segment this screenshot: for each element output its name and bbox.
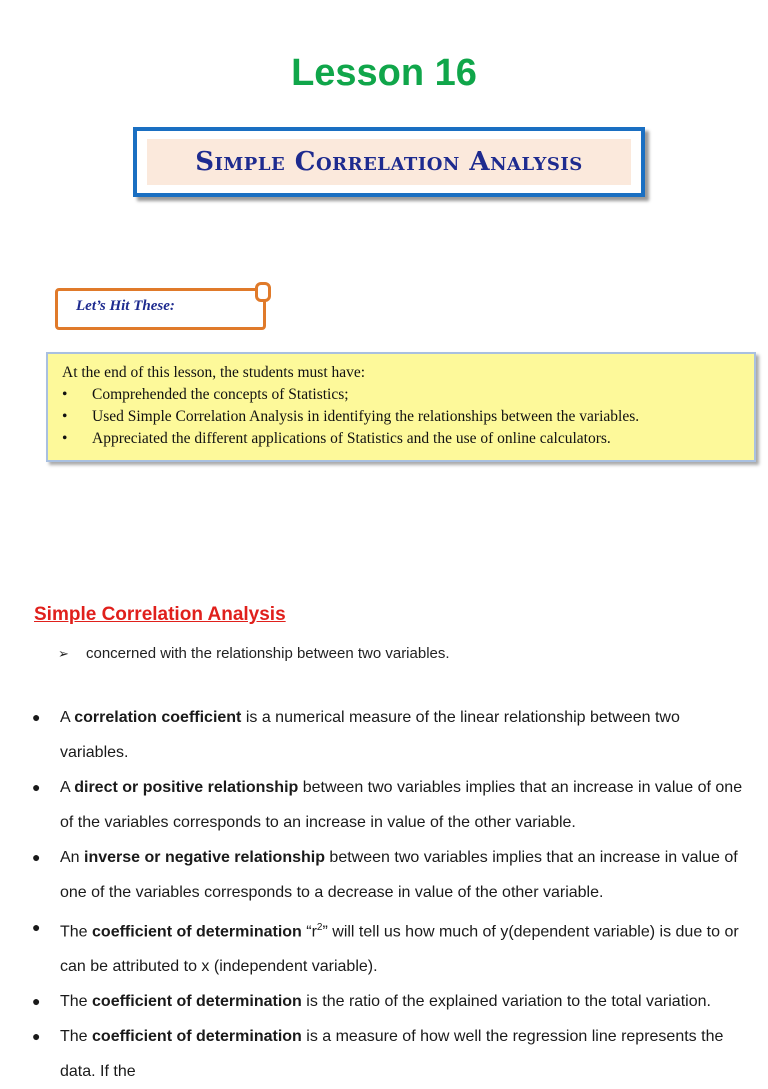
section-title: Simple Correlation Analysis [34,604,286,625]
definition-text [60,1019,744,1089]
definition-item [32,770,744,840]
arrow-list-item [58,645,450,662]
lesson-title: Lesson 16 [291,52,477,94]
bullet-icon: ● [32,779,41,795]
term-bold: coefficient of determination [92,993,302,1011]
text-pre: A [60,779,75,796]
text-post: ” will tell us how much of y(dependent variable) is due to or can be attributed to x (independent variable). [60,923,739,976]
text-post: between two variables implies that an increase in value of one of the variables corresponds to a decrease in value of the other variable. [60,849,738,901]
definition-text [60,700,744,770]
definition-item [32,984,744,1019]
hit-these-tab [255,282,271,302]
text-pre: An [60,849,85,866]
objective-item [62,428,740,450]
bullet-icon: • [62,408,68,425]
objectives-box [46,352,756,462]
objective-item [62,384,740,406]
text-pre: The [60,923,93,941]
term-bold: inverse or negative relationship [84,849,325,866]
text-post: between two variables implies that an increase in value of one of the variables corresponds to an increase in value of the other variable. [60,779,743,831]
bullet-icon: ● [32,849,41,865]
term-bold: coefficient of determination [92,923,302,941]
definition-item [32,1019,744,1089]
definition-text [60,984,744,1019]
text-post: is a numerical measure of the linear relationship between two variables. [60,709,680,761]
bullet-icon: ● [32,993,41,1010]
objectives-list [62,384,740,450]
text-pre: The [60,1028,93,1046]
definition-text [60,910,744,984]
arrow-item-text: concerned with the relationship between two variables. [86,645,450,662]
definition-list [32,700,744,1089]
superscript: 2 [316,922,323,933]
definition-item [32,700,744,770]
definition-item [32,840,744,910]
text-mid: “r [301,923,317,941]
term-bold: correlation coefficient [74,709,242,726]
arrow-bullet-icon: ➢ [58,645,69,661]
bullet-icon: ● [32,919,41,935]
definition-text [60,840,744,910]
bullet-icon: ● [32,1028,41,1045]
objectives-intro: At the end of this lesson, the students must have: [62,364,366,381]
text-post: is the ratio of the explained variation to the total variation. [301,993,711,1011]
text-post: is a measure of how well the regression line represents the data. If the [60,1028,724,1081]
objective-text: Used Simple Correlation Analysis in identifying the relationships between the variables. [92,408,640,425]
banner-title: Simple Correlation Analysis [195,147,583,177]
objective-item [62,406,740,428]
definition-item [32,910,744,984]
text-pre: The [60,993,93,1011]
bullet-icon: ● [32,709,41,725]
hit-these-label: Let’s Hit These: [76,298,175,314]
banner-inner [147,139,631,185]
text-pre: A [60,709,75,726]
lesson-banner [133,127,645,197]
term-bold: coefficient of determination [92,1028,302,1046]
objective-text: Appreciated the different applications of Statistics and the use of online calculators. [92,430,611,447]
objective-text: Comprehended the concepts of Statistics; [92,386,349,403]
bullet-icon: • [62,430,68,447]
definition-text [60,770,744,840]
term-bold: direct or positive relationship [74,779,299,796]
bullet-icon: • [62,386,68,403]
